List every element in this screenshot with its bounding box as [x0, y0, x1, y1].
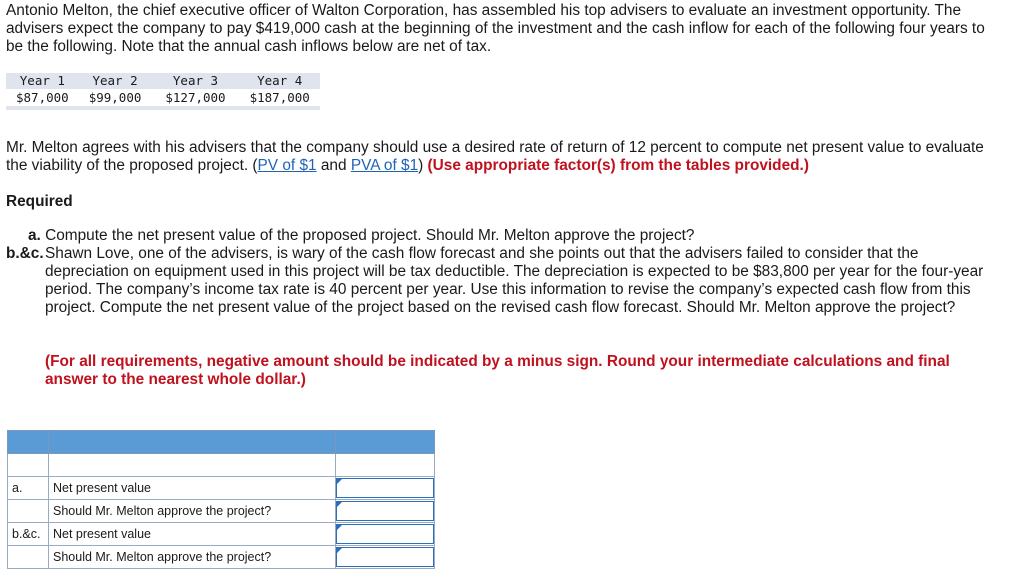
year-1-value: $87,000	[6, 89, 79, 108]
spacer-cell	[336, 454, 435, 477]
rounding-instructions: (For all requirements, negative amount should be indicated by a minus sign. Round your intermediate calculations and final answer to the nearest whole dollar.)	[45, 353, 950, 388]
answer-row-item: Should Mr. Melton approve the project?	[49, 546, 336, 569]
answer-row-item: Should Mr. Melton approve the project?	[49, 500, 336, 523]
spacer-cell	[49, 454, 336, 477]
answer-cell	[336, 523, 435, 546]
requirement-bc-tag: b.&c.	[6, 245, 44, 262]
close-paren: )	[418, 157, 428, 174]
approve-a-dropdown[interactable]	[336, 501, 434, 521]
year-4-header: Year 4	[240, 73, 320, 89]
requirement-bc	[6, 245, 996, 317]
factor-instruction: (Use appropriate factor(s) from the tables provided.)	[427, 157, 809, 174]
year-4-value: $187,000	[240, 89, 320, 108]
cash-flow-value-row	[6, 89, 320, 108]
answer-row-label	[8, 546, 49, 569]
answer-row-label: b.&c.	[8, 523, 49, 546]
answer-header-value-col	[336, 431, 435, 454]
answer-header-item-col	[49, 431, 336, 454]
requirement-bc-text: Shawn Love, one of the advisers, is wary of the cash flow forecast and she points out that the advisers failed to consider that the depreciation on equipment used in this project will be tax deductible. The depreciation is expected to be $83,800 per year for the four-year period. The company’s income tax rate is 40 percent per year. Use this information to revise the company’s expected cash flow from this project. Compute the net present value of the project based on the revised cash flow forecast. Should Mr. Melton approve the project?	[45, 245, 984, 316]
year-3-value: $127,000	[151, 89, 239, 108]
requirement-a-text: Compute the net present value of the proposed project. Should Mr. Melton approve the project?	[40, 227, 695, 244]
answer-cell	[336, 546, 435, 569]
answer-row-label	[8, 500, 49, 523]
npv-a-input[interactable]	[336, 478, 434, 498]
problem-intro: Antonio Melton, the chief executive officer of Walton Corporation, has assembled his top advisers to evaluate an investment opportunity. The advisers expect the company to pay $419,000 cash at the beginning of the investment and the cash inflow for each of the following four years to be the following. Note that the annual cash inflows below are net of tax.	[6, 2, 985, 55]
approve-bc-dropdown[interactable]	[336, 547, 434, 567]
cash-flow-table	[6, 73, 320, 110]
required-heading: Required	[6, 193, 73, 210]
year-2-value: $99,000	[79, 89, 152, 108]
answer-row-item: Net present value	[49, 523, 336, 546]
answer-row	[8, 546, 435, 569]
year-1-header: Year 1	[6, 73, 79, 89]
cash-flow-header-row	[6, 73, 320, 89]
answer-cell	[336, 500, 435, 523]
requirement-a	[28, 227, 695, 245]
pv-of-1-link[interactable]: PV of $1	[257, 157, 317, 174]
pva-of-1-link[interactable]: PVA of $1	[350, 157, 419, 174]
answer-header-label-col	[8, 431, 49, 454]
rate-paragraph	[6, 139, 996, 175]
and-text: and	[316, 157, 351, 174]
requirement-a-tag: a.	[28, 227, 41, 244]
answer-table	[7, 430, 435, 569]
spacer-cell	[8, 454, 49, 477]
rate-text: Mr. Melton agrees with his advisers that the company should use a desired rate of return of 12 percent to compute net present value to evaluate the viability of the proposed project. (	[6, 139, 984, 174]
answer-cell	[336, 477, 435, 500]
answer-row-label: a.	[8, 477, 49, 500]
answer-header-row	[8, 431, 435, 454]
year-2-header: Year 2	[79, 73, 152, 89]
answer-row-item: Net present value	[49, 477, 336, 500]
answer-spacer-row	[8, 454, 435, 477]
year-3-header: Year 3	[151, 73, 239, 89]
answer-row	[8, 500, 435, 523]
npv-bc-input[interactable]	[336, 524, 434, 544]
answer-row	[8, 523, 435, 546]
answer-row	[8, 477, 435, 500]
